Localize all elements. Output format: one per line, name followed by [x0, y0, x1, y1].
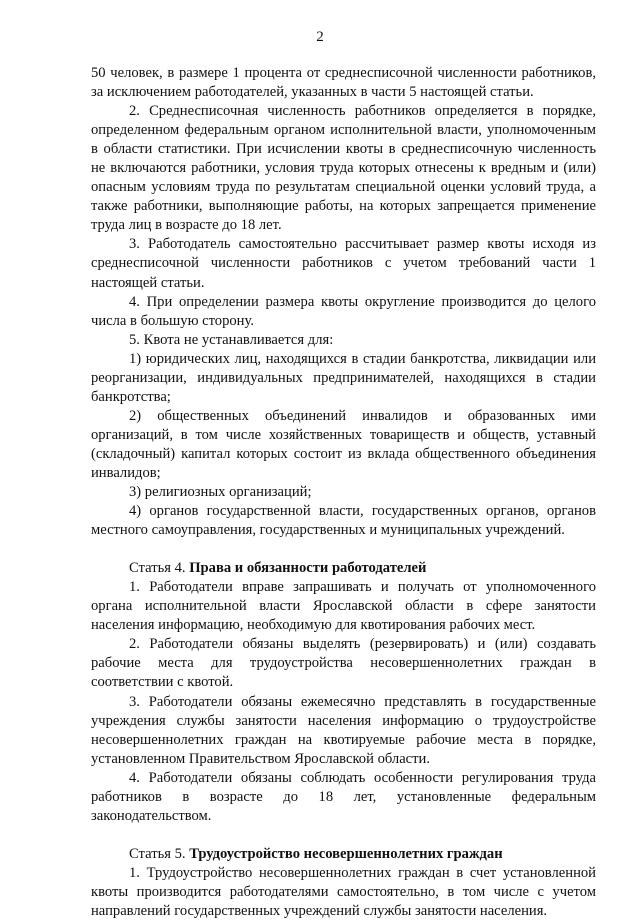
paragraph: 2. Среднесписочная численность работников определяется в порядке, определенном федеральным органом исполнительной власти, уполномоченным в области статистики. При исчислении квоты в среднесписочную численность не включаются работники, условия труда которых отнесены к вредным и (или) опасным условиям труда по результатам специальной оценки условий труда, а также работники, выполняющие работы, на которых запрещается применение труда лиц в возрасте до 18 лет.: [91, 103, 596, 234]
paragraph: 3. Работодатели обязаны ежемесячно представлять в государственные учреждения службы занятости населения информацию о трудоустройстве несовершеннолетних граждан на квотируемые рабочие места в порядке, установленном Правительством Ярославской области.: [91, 693, 596, 767]
section-spacer: [91, 826, 596, 845]
list-item: 2) общественных объединений инвалидов и образованных ими организаций, в том числе хозяйственных товариществ и обществ, уставный (складочный) капитал которых состоит из вклада общественного объединения инвалидов;: [91, 407, 596, 481]
section-spacer: [91, 540, 596, 559]
paragraph: 1. Работодатели вправе запрашивать и получать от уполномоченного органа исполнительной власти Ярославской области в сфере занятости населения информацию, необходимую для квотирования рабочих мест.: [91, 579, 596, 634]
article-4-prefix: Статья 4.: [129, 560, 190, 577]
article-5-prefix: Статья 5.: [129, 845, 190, 862]
list-item: 3) религиозных организаций;: [129, 484, 312, 501]
list-item: 4) органов государственной власти, государственных органов, органов местного самоуправления, государственных и муниципальных учреждений.: [91, 503, 596, 539]
paragraph: 3. Работодатель самостоятельно рассчитывает размер квоты исходя из среднесписочной численности работников с учетом требований части 1 настоящей статьи.: [91, 236, 596, 291]
paragraph: 4. При определении размера квоты округление производится до целого числа в большую сторону.: [91, 293, 596, 329]
paragraph-continuation: 50 человек, в размере 1 процента от среднесписочной численности работников, за исключением работодателей, указанных в части 5 настоящей статьи.: [91, 65, 596, 101]
article-4-heading: [91, 559, 596, 578]
paragraph: 1. Трудоустройство несовершеннолетних граждан в счет установленной квоты производится работодателями самостоятельно, в том числе с учетом направлений государственных учреждений службы занятости населения.: [91, 864, 596, 919]
article-5-heading: [91, 845, 596, 864]
paragraph: 4. Работодатели обязаны соблюдать особенности регулирования труда работников в возрасте до 18 лет, установленные федеральным законодательством.: [91, 769, 596, 824]
document-body: [91, 64, 596, 921]
article-5-title: Трудоустройство несовершеннолетних граждан: [189, 845, 503, 862]
list-item: 1) юридических лиц, находящихся в стадии банкротства, ликвидации или реорганизации, индивидуальных предпринимателей, находящихся в стадии банкротства;: [91, 350, 596, 405]
page-number: 2: [316, 29, 324, 45]
paragraph: 5. Квота не устанавливается для:: [129, 331, 334, 348]
article-4-title: Права и обязанности работодателей: [189, 560, 427, 577]
paragraph: 2. Работодатели обязаны выделять (резервировать) и (или) создавать рабочие места для трудоустройства несовершеннолетних граждан в соответствии с квотой.: [91, 636, 596, 691]
